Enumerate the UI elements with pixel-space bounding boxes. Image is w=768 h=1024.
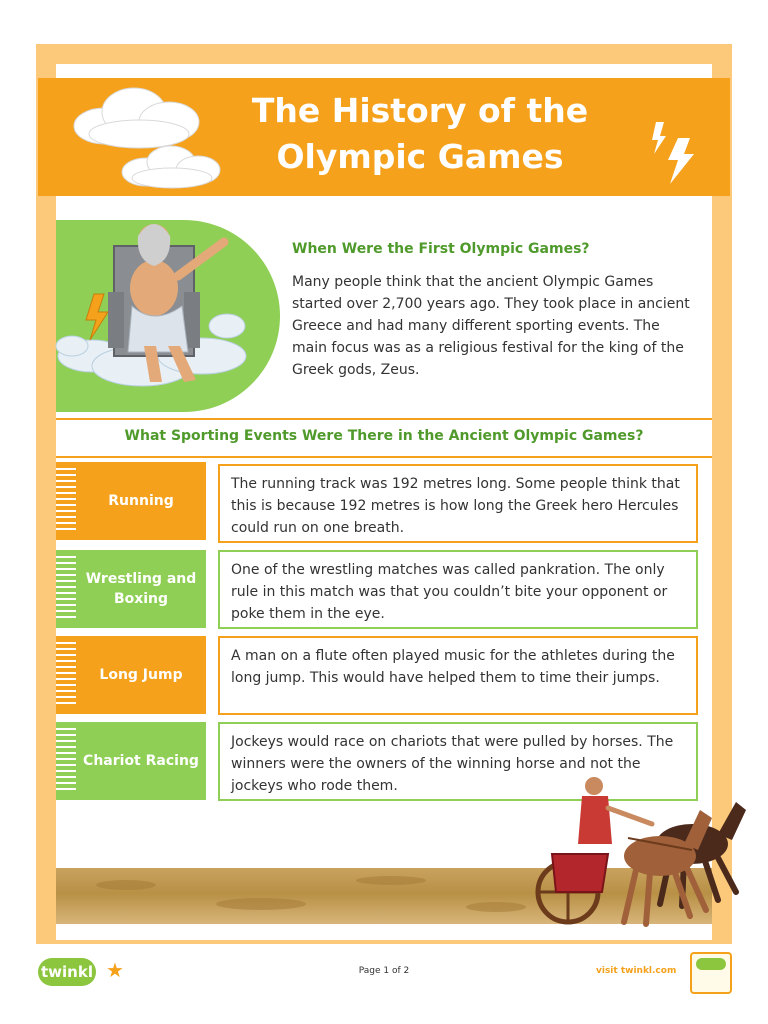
ruler-decoration — [56, 728, 76, 794]
title-line-2: Olympic Games — [276, 137, 564, 176]
event-label: Long Jump — [99, 667, 183, 683]
quality-badge-icon — [690, 952, 732, 994]
event-tile-running — [56, 462, 206, 540]
event-label: Wrestling and Boxing — [85, 571, 197, 607]
title-line-1: The History of the — [251, 91, 589, 130]
sand-texture — [216, 898, 306, 910]
visit-link[interactable]: visit twinkl.com — [596, 966, 677, 976]
lightning-bolt-icon — [650, 120, 700, 186]
ruler-decoration — [56, 556, 76, 622]
page-title — [200, 88, 640, 180]
event-tile-wrestling — [56, 550, 206, 628]
event-description: The running track was 192 metres long. Some people think that this is because 192 metres is how long the Greek hero Hercules could run on one breath. — [218, 464, 698, 543]
ruler-decoration — [56, 468, 76, 534]
intro-heading: When Were the First Olympic Games? — [292, 241, 590, 257]
star-icon: ★ — [106, 958, 124, 982]
event-label: Running — [108, 493, 174, 509]
sand-texture — [356, 876, 426, 885]
event-description: Jockeys would race on chariots that were pulled by horses. The winners were the owners of the winning horse and not the jockeys who rode them. — [218, 722, 698, 801]
event-tile-chariot — [56, 722, 206, 800]
page-number: Page 1 of 2 — [358, 966, 410, 976]
badge-ribbon — [696, 958, 726, 970]
sand-texture — [466, 902, 526, 912]
twinkl-logo[interactable]: twinkl — [38, 958, 96, 986]
event-description: A man on a flute often played music for the athletes during the long jump. This would have helped them to time their jumps. — [218, 636, 698, 715]
event-description: One of the wrestling matches was called pankration. The only rule in this match was that you couldn’t bite your opponent or poke them in the eye. — [218, 550, 698, 629]
intro-body: Many people think that the ancient Olympic Games started over 2,700 years ago. They took place in ancient Greece and had many different sporting events. The main focus was as a religious festival for the king of the Greek gods, Zeus. — [292, 274, 690, 378]
event-label: Chariot Racing — [83, 753, 199, 769]
sand-texture — [96, 880, 156, 890]
ruler-decoration — [56, 642, 76, 708]
chariot-illustration — [532, 774, 748, 942]
zeus-illustration — [52, 206, 262, 396]
event-tile-long-jump — [56, 636, 206, 714]
events-heading: What Sporting Events Were There in the Ancient Olympic Games? — [124, 428, 644, 444]
